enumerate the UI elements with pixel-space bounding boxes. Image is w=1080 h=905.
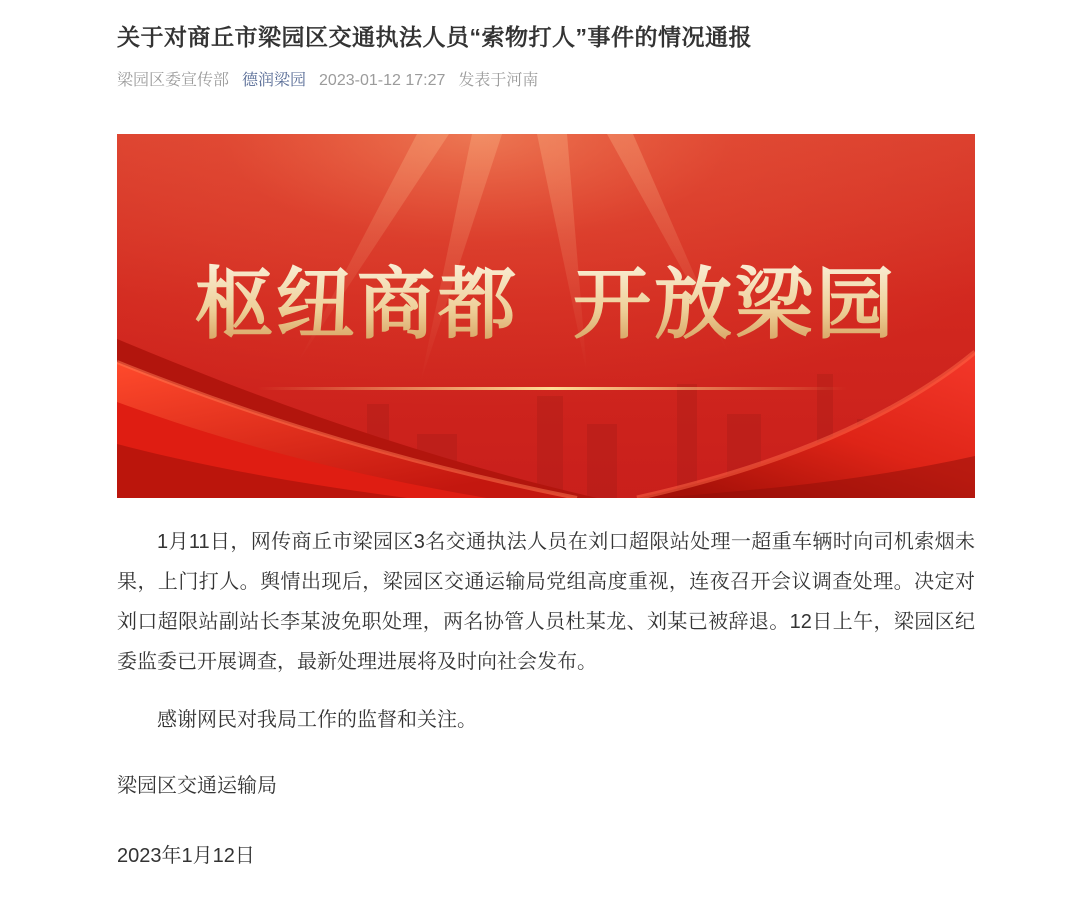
meta-author: 梁园区委宣传部 bbox=[117, 72, 230, 89]
banner-headline-left: 枢纽商都 bbox=[194, 259, 519, 350]
article-signature: 梁园区交通运输局 bbox=[117, 775, 277, 797]
article-date: 2023年1月12日 bbox=[117, 845, 255, 867]
gold-divider-line bbox=[257, 387, 847, 390]
article-paragraph: 感谢网民对我局工作的监督和关注。 bbox=[157, 709, 477, 731]
banner-headline-right: 开放梁园 bbox=[573, 259, 898, 350]
article-title: 关于对商丘市梁园区交通执法人员“索物打人”事件的情况通报 bbox=[117, 24, 752, 50]
article-body bbox=[117, 522, 975, 876]
article-meta bbox=[117, 70, 975, 92]
meta-location: 发表于河南 bbox=[458, 72, 539, 89]
article-paragraph: 1月11日，网传商丘市梁园区3名交通执法人员在刘口超限站处理一超重车辆时向司机索烟未果，上门打人。舆情出现后，梁园区交通运输局党组高度重视，连夜召开会议调查处理。决定对刘口超限站副站长李某波免职处理，两名协管人员杜某龙、刘某已被辞退。12日上午，梁园区纪委监委已开展调查，最新处理进展将及时向社会发布。 bbox=[117, 531, 975, 673]
meta-account-link[interactable]: 德润梁园 bbox=[242, 72, 307, 89]
banner-image[interactable] bbox=[117, 134, 975, 498]
meta-datetime: 2023-01-12 17:27 bbox=[319, 72, 446, 89]
banner-headline bbox=[117, 259, 975, 350]
